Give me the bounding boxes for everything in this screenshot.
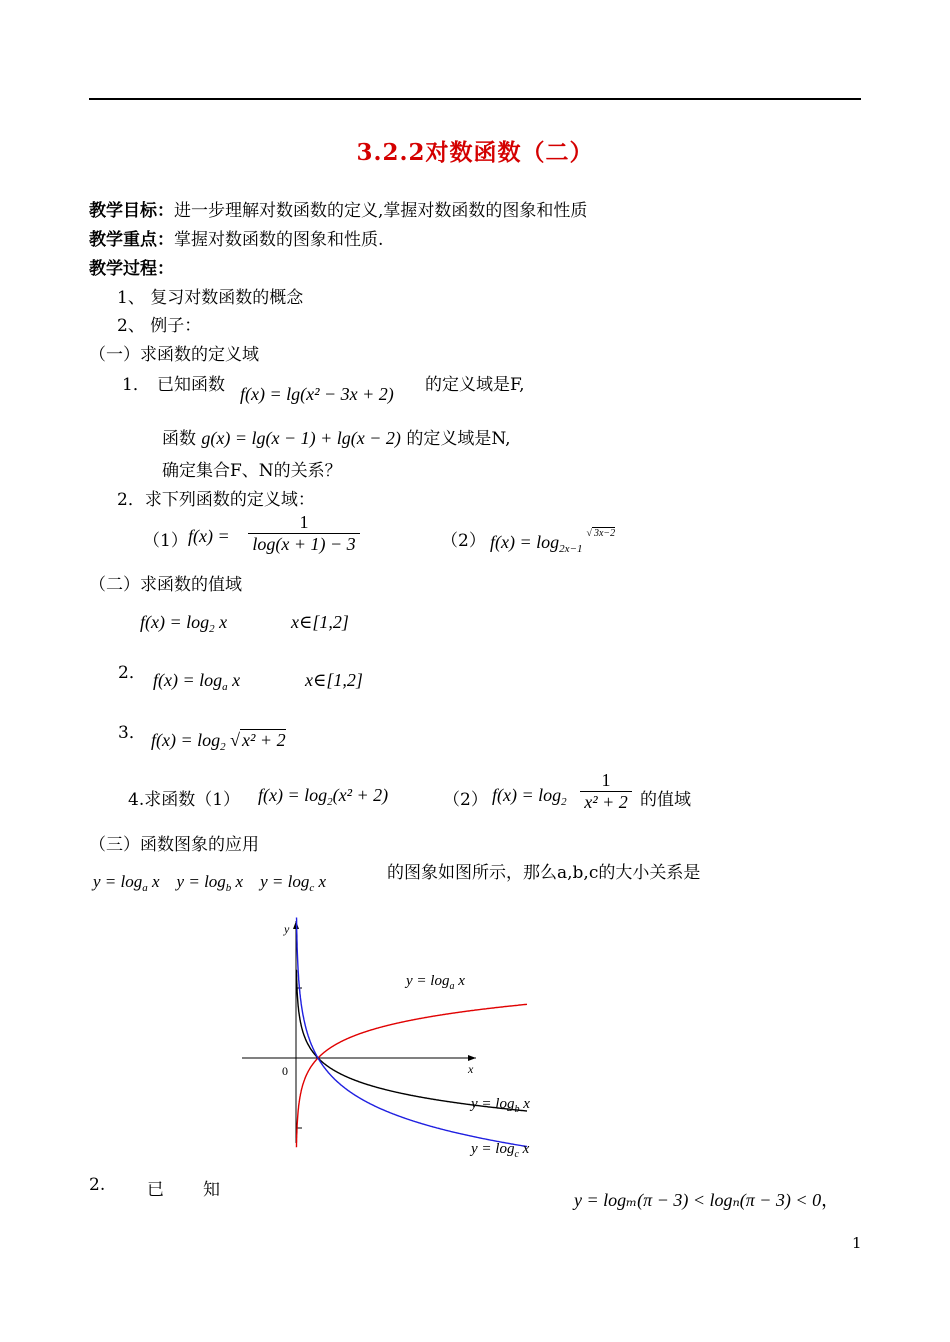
part2-e3: $f(x) = \log_2$ √ x² + 2 bbox=[151, 730, 286, 753]
q2b-base: 2x−1 bbox=[559, 543, 583, 555]
part1-q1-line2 bbox=[162, 424, 511, 449]
q1-line2-formula: g(x) = lg(x − 1) + lg(x − 2) bbox=[201, 428, 401, 448]
part1-heading: （一）求函数的定义域 bbox=[89, 345, 259, 365]
part2-e1: $f(x) = \log_2 x$ bbox=[140, 612, 228, 635]
part1-q2a-frac bbox=[248, 512, 360, 555]
x-arrow-icon bbox=[468, 1055, 476, 1061]
part1-q1-formula: f(x) = lg(x² − 3x + 2) bbox=[240, 384, 394, 404]
part1-q2b-label: （2） bbox=[441, 531, 486, 551]
label-log-b: $y = \log_b x$ bbox=[471, 1096, 530, 1115]
part2-e1-domain: x∈[1,2] bbox=[291, 612, 349, 632]
part1-q1-num: 1． bbox=[122, 375, 150, 395]
part3-funcs: $y = \log_a x$ $y = \log_b x$ $y = \log_c x$ bbox=[93, 872, 327, 894]
x-axis-label: x bbox=[468, 1062, 474, 1076]
part2-e4b-label: （2） bbox=[443, 790, 488, 810]
q1-line2-post: 的定义域是N, bbox=[406, 429, 511, 449]
q2b-lhs: f(x) = log bbox=[490, 532, 560, 552]
page-title: 3.2.2对数函数（二） bbox=[356, 139, 594, 166]
q2-bottom-w1: 已 bbox=[147, 1180, 164, 1200]
part2-heading: （二）求函数的值域 bbox=[89, 575, 242, 595]
part2-e4b: $f(x) = \log_2$ bbox=[492, 785, 567, 808]
q2-bottom-w2: 知 bbox=[203, 1180, 220, 1200]
curve-series-2 bbox=[297, 918, 528, 1147]
part2-e4b-frac: $\frac{1}{\text{x² + 2}}$ bbox=[580, 770, 632, 813]
part1-q2a-label: （1） bbox=[143, 531, 188, 551]
header-rule bbox=[89, 98, 861, 100]
part2-e4-pre: 4.求函数（1） bbox=[128, 790, 241, 810]
q2b-arg: 3x−2 bbox=[593, 528, 616, 539]
part3-heading: （三）函数图象的应用 bbox=[89, 835, 259, 855]
part3-question: 的图象如图所示，那么a,b,c的大小关系是 bbox=[387, 863, 701, 883]
key-text: 掌握对数函数的图象和性质. bbox=[174, 230, 384, 250]
label-log-a: $y = \log_a x$ bbox=[406, 973, 465, 992]
key-label: 教学重点： bbox=[89, 230, 174, 250]
step-2: 2、 例子： bbox=[117, 316, 202, 336]
page-number: 1 bbox=[852, 1234, 862, 1252]
q2-bottom-formula: y = logₘ(π − 3) < logₙ(π − 3) < 0， bbox=[574, 1190, 840, 1210]
part2-e2: $f(x) = \log_a x$ bbox=[153, 670, 241, 693]
process-label: 教学过程： bbox=[89, 259, 174, 279]
part1-q1-line3: 确定集合F、N的关系？ bbox=[162, 461, 342, 481]
log-graph bbox=[236, 915, 556, 1165]
q2-bottom-num: 2. bbox=[89, 1175, 106, 1195]
origin-label: 0 bbox=[282, 1064, 288, 1078]
part1-q2a-lhs: f(x) = bbox=[188, 526, 230, 546]
goal-label: 教学目标： bbox=[89, 201, 174, 221]
part2-e3-num: 3． bbox=[118, 723, 146, 743]
label-log-c: $y = \log_c x$ bbox=[471, 1141, 530, 1160]
y-axis-label: y bbox=[284, 922, 290, 936]
curve-series-1 bbox=[296, 970, 527, 1111]
part1-q2b-formula: $f(x) = \log_{2x-1}^{√ 3x-2}$ bbox=[490, 528, 616, 555]
q2a-numerator: 1 bbox=[299, 512, 309, 532]
part2-e2-num: 2． bbox=[118, 663, 146, 683]
part1-q1-post: 的定义域是F, bbox=[425, 375, 525, 395]
part1-q1-pre: 已知函数 bbox=[157, 375, 225, 395]
part2-e4a: $f(x) = \log_2(x^2 + 2)$ bbox=[258, 785, 389, 808]
teaching-key bbox=[89, 225, 383, 250]
goal-text: 进一步理解对数函数的定义,掌握对数函数的图象和性质 bbox=[174, 201, 588, 221]
teaching-goal bbox=[89, 196, 587, 221]
q2a-denominator: log(x + 1) − 3 bbox=[248, 533, 360, 555]
part2-e2-domain: x∈[1,2] bbox=[305, 670, 363, 690]
part2-e4-post: 的值域 bbox=[640, 790, 691, 810]
step-1: 1、 复习对数函数的概念 bbox=[117, 288, 304, 308]
part1-q2: 2．求下列函数的定义域： bbox=[117, 490, 315, 510]
q1-line2-pre: 函数 bbox=[162, 429, 196, 449]
